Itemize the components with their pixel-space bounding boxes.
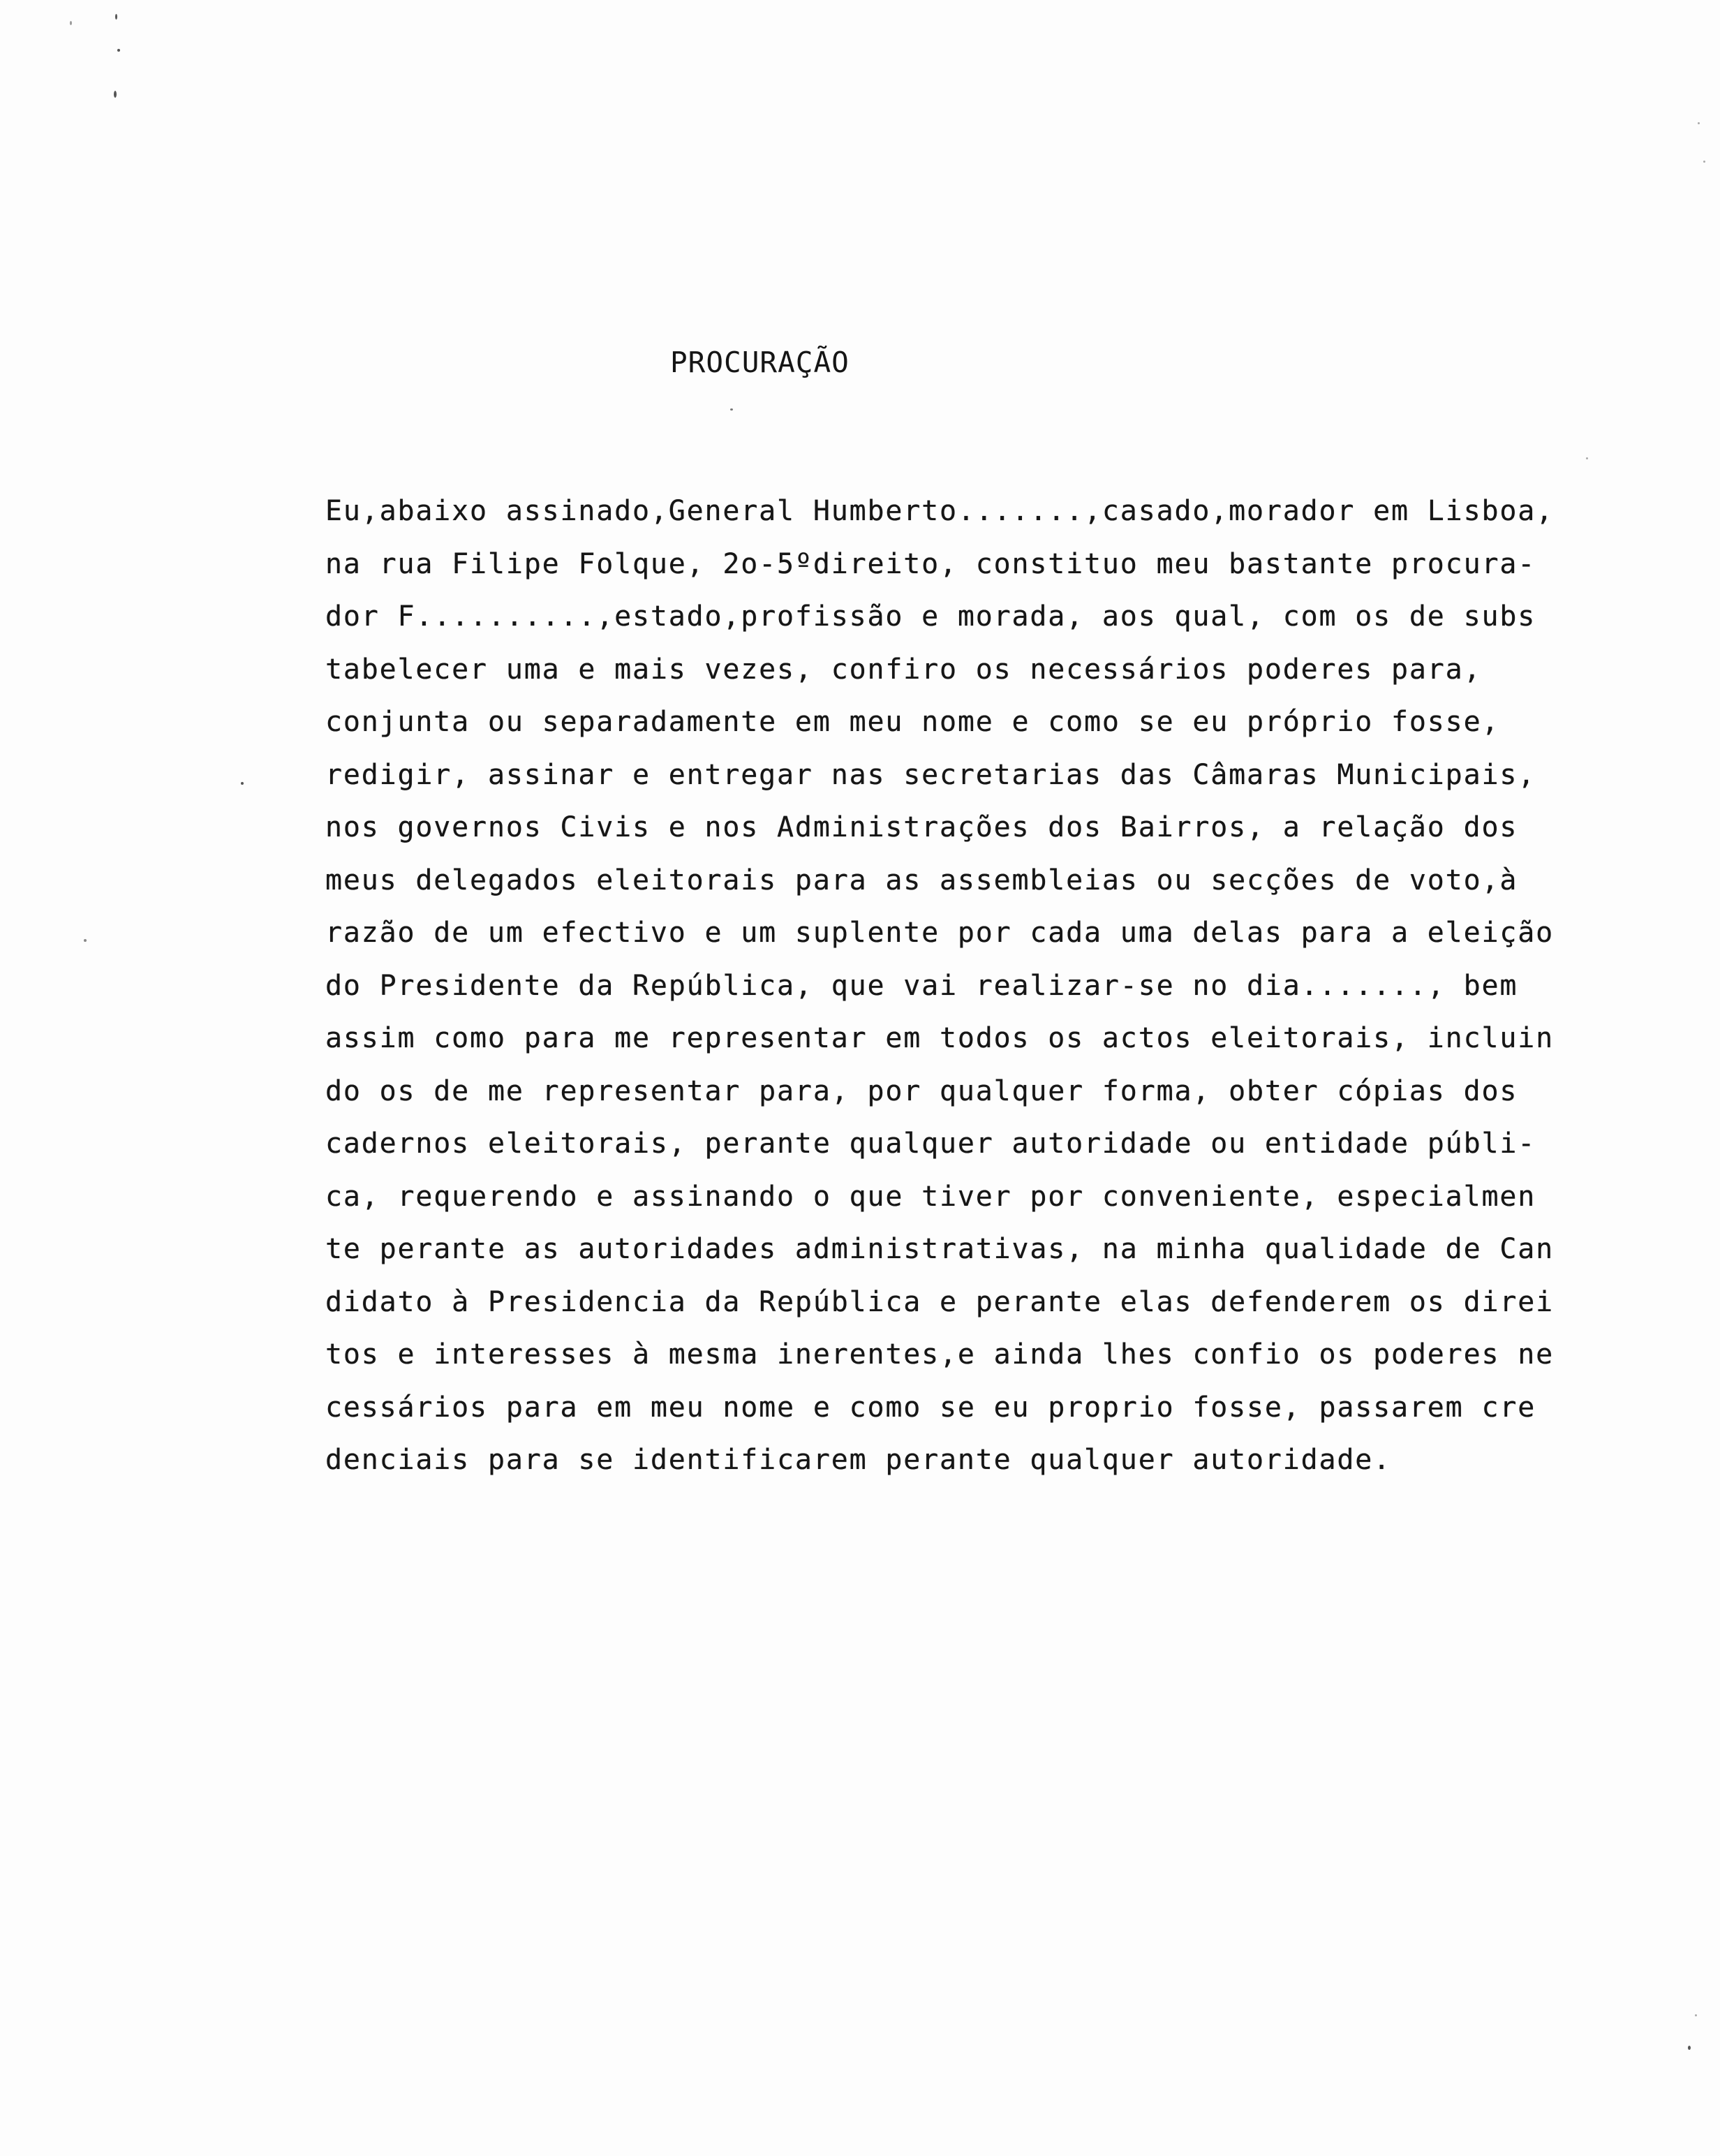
body-line: redigir, assinar e entregar nas secretarias das Câmaras Municipais, (325, 758, 1536, 791)
body-line: dor F..........,estado,profissão e morada, aos qual, com os de subs (325, 600, 1536, 633)
scan-speck (115, 14, 117, 20)
body-line: Eu,abaixo assinado,General Humberto.......,casado,morador em Lisboa, (325, 495, 1554, 527)
body-line: razão de um efectivo e um suplente por cada uma delas para a eleição (325, 917, 1554, 949)
scan-speck (730, 408, 733, 411)
scan-speck (1688, 2046, 1691, 2050)
scan-speck (241, 782, 244, 785)
body-line: te perante as autoridades administrativas, na minha qualidade de Can (325, 1233, 1554, 1265)
scan-speck (1703, 161, 1705, 163)
body-line: denciais para se identificarem perante qualquer autoridade. (325, 1444, 1392, 1476)
scan-speck (1695, 2014, 1697, 2016)
scan-speck (70, 21, 72, 25)
body-line: didato à Presidencia da República e perante elas defenderem os direi (325, 1285, 1554, 1318)
body-line: meus delegados eleitorais para as assembleias ou secções de voto,à (325, 864, 1518, 896)
scan-speck (1698, 122, 1700, 124)
body-line: tabelecer uma e mais vezes, confiro os necessários poderes para, (325, 653, 1482, 686)
scan-speck (84, 939, 87, 942)
body-line: cadernos eleitorais, perante qualquer autoridade ou entidade públi- (325, 1128, 1536, 1160)
scan-speck (117, 49, 120, 52)
body-line: tos e interesses à mesma inerentes,e ainda lhes confio os poderes ne (325, 1338, 1554, 1371)
body-line: assim como para me representar em todos os actos eleitorais, incluin (325, 1022, 1554, 1054)
scan-speck (114, 91, 117, 98)
scan-speck (1586, 457, 1588, 459)
document-title: PROCURAÇÃO (670, 346, 850, 379)
document-body (325, 485, 1652, 1487)
body-line: do os de me representar para, por qualquer forma, obter cópias dos (325, 1075, 1518, 1107)
body-line: cessários para em meu nome e como se eu proprio fosse, passarem cre (325, 1391, 1536, 1424)
body-line: na rua Filipe Folque, 2o-5ºdireito, constituo meu bastante procura- (325, 547, 1536, 580)
body-line: ca, requerendo e assinando o que tiver por conveniente, especialmen (325, 1180, 1536, 1213)
body-line: nos governos Civis e nos Administrações dos Bairros, a relação dos (325, 811, 1518, 843)
body-line: conjunta ou separadamente em meu nome e como se eu próprio fosse, (325, 706, 1500, 738)
body-line: do Presidente da República, que vai realizar-se no dia......., bem (325, 969, 1518, 1002)
